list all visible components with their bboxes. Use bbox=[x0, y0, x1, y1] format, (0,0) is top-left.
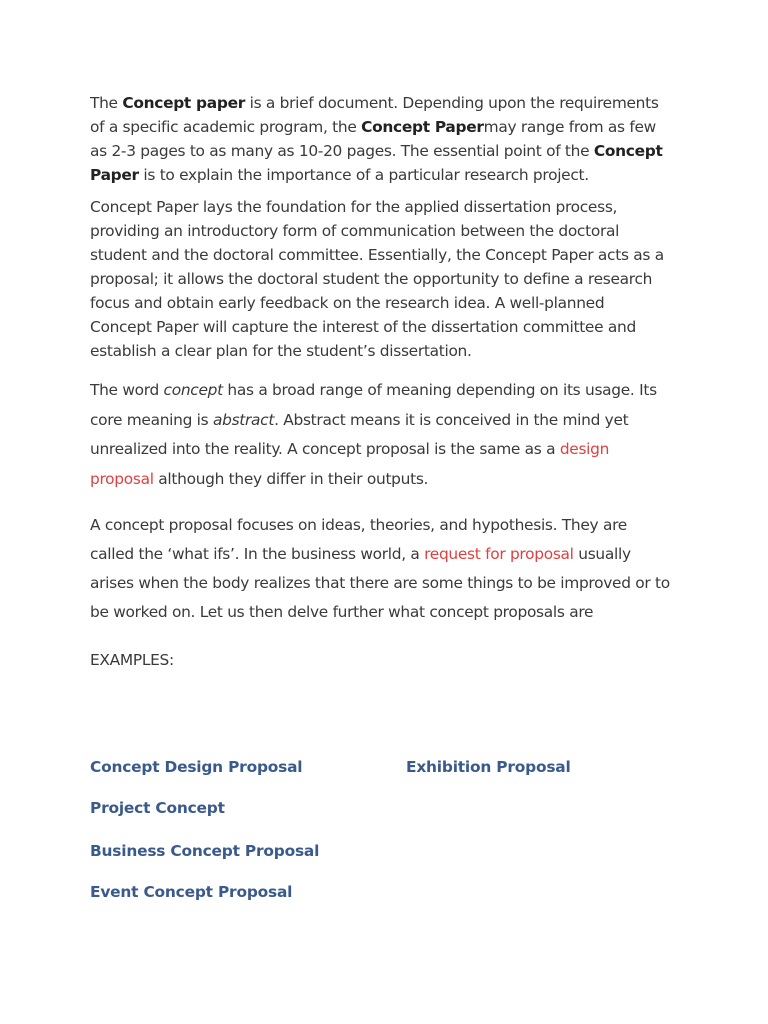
text: usually arises when the body realizes that there are some things to be improved or to be worked on. Let us then delve further what concept proposals are bbox=[90, 545, 670, 621]
request-for-proposal-link[interactable]: request for proposal bbox=[424, 545, 574, 563]
text: The word bbox=[90, 381, 164, 399]
text: A concept proposal focuses on ideas, theories, and hypothesis. They are called the ‘what ifs’. In the business world, a bbox=[90, 516, 627, 563]
bold-term: Concept Paper bbox=[90, 142, 663, 184]
example-project-concept-link[interactable]: Project Concept bbox=[90, 799, 225, 817]
text: . Abstract means it is conceived in the mind yet unrealized into the reality. A concept proposal is the same as a bbox=[90, 410, 629, 458]
paragraph-foundation: Concept Paper lays the foundation for the applied dissertation process, providing an introductory form of communication between the doctoral student and the doctoral committee. Essentially, the Concept Paper acts as a proposal; it allows the doctoral student the opportunity to define a research focus and obtain early feedback on the research idea. A well-planned Concept Paper will capture the interest of the dissertation committee and establish a clear plan for the student’s dissertation. bbox=[90, 198, 664, 360]
paragraph-concept-proposal bbox=[90, 511, 670, 627]
italic-term: abstract bbox=[212, 410, 275, 429]
example-exhibition-proposal-link[interactable]: Exhibition Proposal bbox=[406, 758, 571, 776]
text: The bbox=[90, 94, 123, 112]
example-business-concept-proposal-link[interactable]: Business Concept Proposal bbox=[90, 842, 320, 860]
document-body bbox=[90, 91, 670, 672]
paragraph-word-concept bbox=[90, 376, 670, 494]
examples-heading: EXAMPLES: bbox=[90, 651, 174, 669]
example-event-concept-proposal-link[interactable]: Event Concept Proposal bbox=[90, 883, 293, 901]
text: is a brief document. Depending upon the requirements of a specific academic program, the bbox=[90, 94, 659, 136]
bold-term: Concept Paper bbox=[361, 118, 484, 136]
example-concept-design-proposal-link[interactable]: Concept Design Proposal bbox=[90, 758, 303, 776]
italic-term: concept bbox=[163, 381, 223, 399]
paragraph-concept-paper-intro bbox=[90, 91, 670, 187]
text: has a broad range of meaning depending on its usage. Its core meaning is bbox=[90, 381, 657, 429]
text: although they differ in their outputs. bbox=[153, 469, 429, 488]
design-proposal-link[interactable]: design proposal bbox=[90, 440, 610, 488]
text: may range from as few as 2-3 pages to as many as 10-20 pages. The essential point of the bbox=[90, 118, 656, 160]
text: is to explain the importance of a particular research project. bbox=[138, 166, 589, 184]
bold-term: Concept paper bbox=[122, 94, 245, 112]
